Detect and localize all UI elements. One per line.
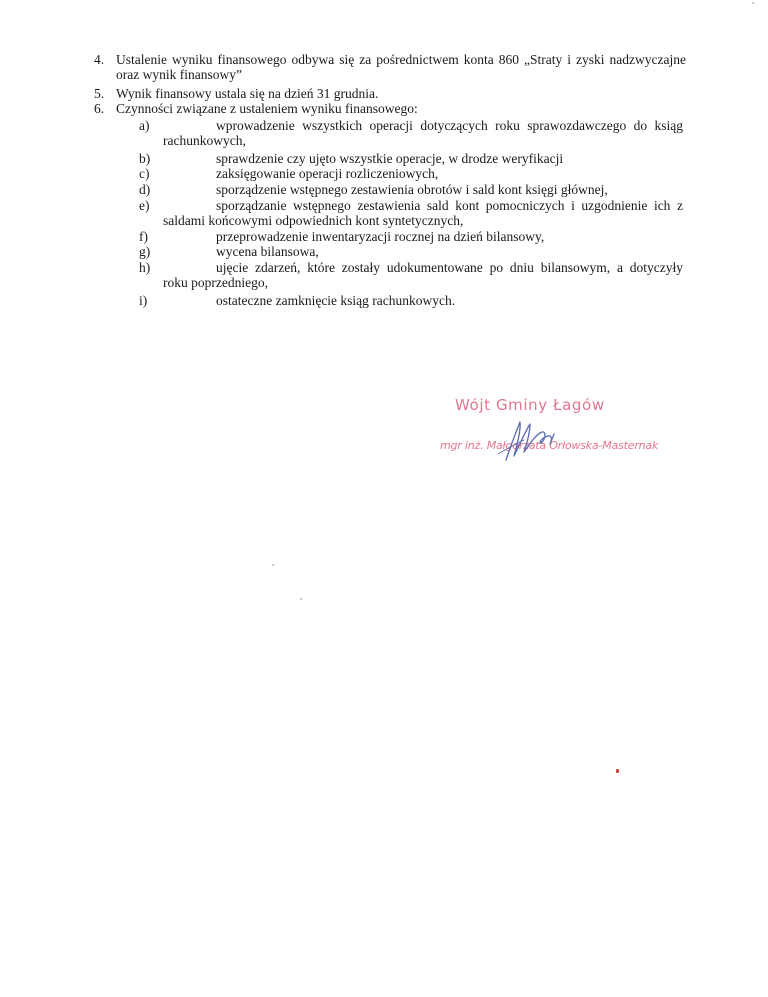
subitem-f-letter: f) <box>139 229 148 244</box>
subitem-f-text: przeprowadzenie inwentaryzacji rocznej na dzień bilansowy, <box>216 229 545 244</box>
subitem-c-letter: c) <box>139 166 150 181</box>
subitem-g-text: wycena bilansowa, <box>216 244 319 259</box>
item-5-number: 5. <box>94 86 105 101</box>
scan-speck <box>752 2 754 4</box>
item-4-number: 4. <box>94 52 105 67</box>
subitem-b-letter: b) <box>139 151 151 166</box>
subitem-b-text: sprawdzenie czy ujęto wszystkie operacje, w drodze weryfikacji <box>216 151 564 166</box>
subitem-e-text-line2: saldami końcowymi odpowiednich kont syntetycznych, <box>163 213 464 228</box>
stamp-title: Wójt Gminy Łagów <box>455 396 605 414</box>
subitem-a-letter: a) <box>139 118 150 133</box>
item-6-text: Czynności związane z ustaleniem wyniku finansowego: <box>116 101 418 116</box>
subitem-g-letter: g) <box>139 244 151 259</box>
item-5-text: Wynik finansowy ustala się na dzień 31 grudnia. <box>116 86 379 101</box>
signature-icon <box>494 414 574 466</box>
item-4-text-line1: Ustalenie wyniku finansowego odbywa się za pośrednictwem konta 860 „Straty i zyski nadzwyczajne <box>116 52 686 67</box>
subitem-i-text: ostateczne zamknięcie ksiąg rachunkowych. <box>216 293 456 308</box>
subitem-e-text-line1: sporządzanie wstępnego zestawienia sald kont pomocniczych i uzgodnienie ich z <box>216 198 683 213</box>
scan-speck <box>272 564 274 566</box>
subitem-a-text-line1: wprowadzenie wszystkich operacji dotyczących roku sprawozdawczego do ksiąg <box>216 118 683 133</box>
subitem-a-text-line2: rachunkowych, <box>163 133 246 148</box>
subitem-e-letter: e) <box>139 198 150 213</box>
red-ink-mark <box>616 769 619 773</box>
scan-speck <box>300 598 302 600</box>
subitem-h-letter: h) <box>139 260 151 275</box>
subitem-d-text: sporządzenie wstępnego zestawienia obrotów i sald kont księgi głównej, <box>216 182 608 197</box>
subitem-i-letter: i) <box>139 293 148 308</box>
subitem-c-text: zaksięgowanie operacji rozliczeniowych, <box>216 166 439 181</box>
stamp-name: mgr inż. Małgorzata Orłowska-Masternak <box>440 439 659 452</box>
subitem-h-text-line2: roku poprzedniego, <box>163 275 268 290</box>
subitem-h-text-line1: ujęcie zdarzeń, które zostały udokumentowane po dniu bilansowym, a dotyczyły <box>216 260 683 275</box>
item-4-text-line2: oraz wynik finansowy” <box>116 67 242 82</box>
subitem-d-letter: d) <box>139 182 151 197</box>
item-6-number: 6. <box>94 101 105 116</box>
